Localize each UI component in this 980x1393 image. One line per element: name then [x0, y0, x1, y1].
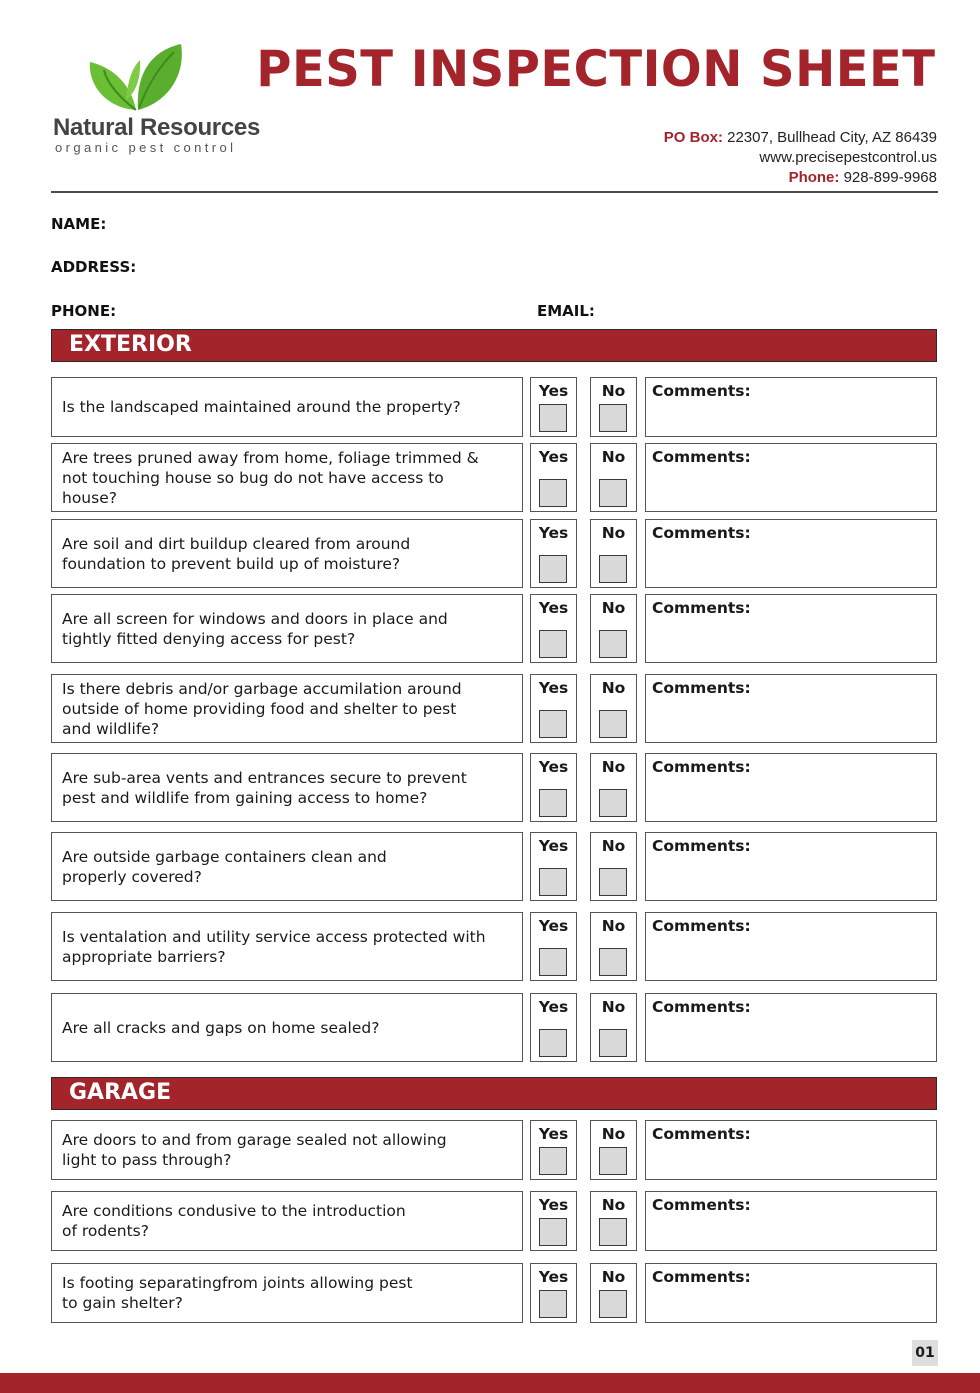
no-option-box — [590, 993, 637, 1062]
contact-phone — [789, 169, 937, 186]
no-checkbox[interactable] — [599, 789, 627, 817]
no-option-box — [590, 443, 637, 512]
no-label: No — [601, 917, 626, 935]
phone-label: Phone: — [788, 169, 840, 186]
footer-bar — [0, 1373, 980, 1393]
comments-field[interactable] — [645, 377, 937, 437]
no-option-box — [590, 753, 637, 822]
yes-option-box — [530, 832, 577, 901]
leaf-logo-icon — [86, 40, 186, 112]
yes-label: Yes — [538, 998, 569, 1016]
question-box — [51, 1120, 523, 1180]
no-checkbox[interactable] — [599, 555, 627, 583]
question-text: Are all screen for windows and doors in place and tightly fitted denying access for pest? — [62, 609, 448, 648]
yes-checkbox[interactable] — [539, 1218, 567, 1246]
question-box — [51, 443, 523, 512]
yes-checkbox[interactable] — [539, 868, 567, 896]
no-label: No — [601, 1125, 626, 1143]
section-title: GARAGE — [69, 1080, 172, 1105]
yes-checkbox[interactable] — [539, 555, 567, 583]
no-option-box — [590, 674, 637, 743]
yes-label: Yes — [538, 758, 569, 776]
no-checkbox[interactable] — [599, 630, 627, 658]
question-box — [51, 993, 523, 1062]
yes-option-box — [530, 674, 577, 743]
yes-option-box — [530, 377, 577, 437]
phone-value: 928-899-9968 — [843, 169, 937, 186]
question-text: Are sub-area vents and entrances secure to prevent pest and wildlife from gaining access to home? — [62, 768, 467, 807]
comments-label: Comments: — [652, 679, 751, 697]
contact-website[interactable]: www.precisepestcontrol.us — [759, 149, 937, 166]
no-option-box — [590, 912, 637, 981]
no-label: No — [601, 837, 626, 855]
brand-tagline: organic pest control — [55, 140, 237, 155]
yes-checkbox[interactable] — [539, 630, 567, 658]
comments-label: Comments: — [652, 524, 751, 542]
comments-label: Comments: — [652, 1196, 751, 1214]
page-number: 01 — [912, 1340, 938, 1366]
yes-label: Yes — [538, 837, 569, 855]
yes-checkbox[interactable] — [539, 1290, 567, 1318]
comments-field[interactable] — [645, 443, 937, 512]
po-box-value: 22307, Bullhead City, AZ 86439 — [727, 129, 937, 146]
no-option-box — [590, 1120, 637, 1180]
contact-po-box — [664, 129, 937, 146]
yes-label: Yes — [538, 917, 569, 935]
no-label: No — [601, 758, 626, 776]
no-label: No — [601, 382, 626, 400]
section-title: EXTERIOR — [69, 332, 192, 357]
question-text: Is there debris and/or garbage accumilation around outside of home providing food and shelter to pest and wildlife? — [62, 679, 462, 738]
comments-field[interactable] — [645, 1191, 937, 1251]
yes-option-box — [530, 519, 577, 588]
yes-option-box — [530, 1263, 577, 1323]
question-text: Are all cracks and gaps on home sealed? — [62, 1018, 380, 1037]
no-checkbox[interactable] — [599, 404, 627, 432]
yes-checkbox[interactable] — [539, 789, 567, 817]
po-box-label: PO Box: — [663, 129, 723, 146]
comments-field[interactable] — [645, 1120, 937, 1180]
comments-field[interactable] — [645, 1263, 937, 1323]
comments-label: Comments: — [652, 758, 751, 776]
no-option-box — [590, 832, 637, 901]
yes-checkbox[interactable] — [539, 710, 567, 738]
no-label: No — [601, 1196, 626, 1214]
question-box — [51, 674, 523, 743]
comments-field[interactable] — [645, 594, 937, 663]
question-text: Are soil and dirt buildup cleared from around foundation to prevent build up of moisture? — [62, 534, 411, 573]
address-field-label[interactable]: ADDRESS: — [51, 258, 137, 276]
yes-option-box — [530, 1191, 577, 1251]
comments-field[interactable] — [645, 519, 937, 588]
comments-label: Comments: — [652, 837, 751, 855]
yes-label: Yes — [538, 382, 569, 400]
yes-label: Yes — [538, 524, 569, 542]
yes-option-box — [530, 1120, 577, 1180]
question-text: Is the landscaped maintained around the property? — [62, 398, 461, 416]
comments-field[interactable] — [645, 674, 937, 743]
no-checkbox[interactable] — [599, 1218, 627, 1246]
section-bar — [51, 329, 937, 362]
yes-option-box — [530, 594, 577, 663]
no-checkbox[interactable] — [599, 1029, 627, 1057]
no-label: No — [601, 1268, 626, 1286]
question-text: Is footing separatingfrom joints allowing pest to gain shelter? — [62, 1274, 413, 1312]
section-bar — [51, 1077, 937, 1110]
no-checkbox[interactable] — [599, 948, 627, 976]
no-checkbox[interactable] — [599, 868, 627, 896]
no-checkbox[interactable] — [599, 1290, 627, 1318]
comments-label: Comments: — [652, 1268, 751, 1286]
comments-field[interactable] — [645, 753, 937, 822]
comments-label: Comments: — [652, 917, 751, 935]
phone-field-label[interactable]: PHONE: — [51, 302, 117, 320]
yes-label: Yes — [538, 1125, 569, 1143]
yes-label: Yes — [538, 1196, 569, 1214]
question-box — [51, 519, 523, 588]
yes-checkbox[interactable] — [539, 1147, 567, 1175]
question-box — [51, 1263, 523, 1323]
question-box — [51, 377, 523, 437]
comments-label: Comments: — [652, 599, 751, 617]
question-text: Are conditions condusive to the introduction of rodents? — [62, 1202, 406, 1240]
yes-option-box — [530, 993, 577, 1062]
comments-label: Comments: — [652, 382, 751, 400]
no-option-box — [590, 377, 637, 437]
yes-label: Yes — [538, 448, 569, 466]
comments-field[interactable] — [645, 993, 937, 1062]
brand-name: Natural Resources — [53, 114, 260, 141]
question-box — [51, 753, 523, 822]
email-field-label[interactable]: EMAIL: — [537, 302, 595, 320]
question-text: Are outside garbage containers clean and properly covered? — [62, 847, 387, 886]
yes-checkbox[interactable] — [539, 1029, 567, 1057]
no-label: No — [601, 524, 626, 542]
no-checkbox[interactable] — [599, 1147, 627, 1175]
question-box — [51, 912, 523, 981]
no-label: No — [601, 599, 626, 617]
yes-option-box — [530, 912, 577, 981]
yes-option-box — [530, 753, 577, 822]
question-box — [51, 594, 523, 663]
no-checkbox[interactable] — [599, 710, 627, 738]
no-option-box — [590, 594, 637, 663]
comments-field[interactable] — [645, 912, 937, 981]
name-field-label[interactable]: NAME: — [51, 215, 107, 233]
page-title: PEST INSPECTION SHEET — [256, 40, 936, 98]
no-option-box — [590, 519, 637, 588]
yes-checkbox[interactable] — [539, 948, 567, 976]
yes-option-box — [530, 443, 577, 512]
no-option-box — [590, 1191, 637, 1251]
yes-checkbox[interactable] — [539, 479, 567, 507]
header-divider — [51, 191, 938, 193]
yes-label: Yes — [538, 599, 569, 617]
question-box — [51, 832, 523, 901]
question-text: Is ventalation and utility service access protected with appropriate barriers? — [62, 927, 486, 966]
yes-checkbox[interactable] — [539, 404, 567, 432]
question-text: Are doors to and from garage sealed not allowing light to pass through? — [62, 1131, 447, 1169]
yes-label: Yes — [538, 679, 569, 697]
no-label: No — [601, 679, 626, 697]
no-label: No — [601, 998, 626, 1016]
question-text: Are trees pruned away from home, foliage trimmed & not touching house so bug do not have access to house? — [62, 448, 479, 507]
comments-label: Comments: — [652, 1125, 751, 1143]
comments-label: Comments: — [652, 448, 751, 466]
comments-label: Comments: — [652, 998, 751, 1016]
no-checkbox[interactable] — [599, 479, 627, 507]
question-box — [51, 1191, 523, 1251]
no-label: No — [601, 448, 626, 466]
no-option-box — [590, 1263, 637, 1323]
yes-label: Yes — [538, 1268, 569, 1286]
comments-field[interactable] — [645, 832, 937, 901]
